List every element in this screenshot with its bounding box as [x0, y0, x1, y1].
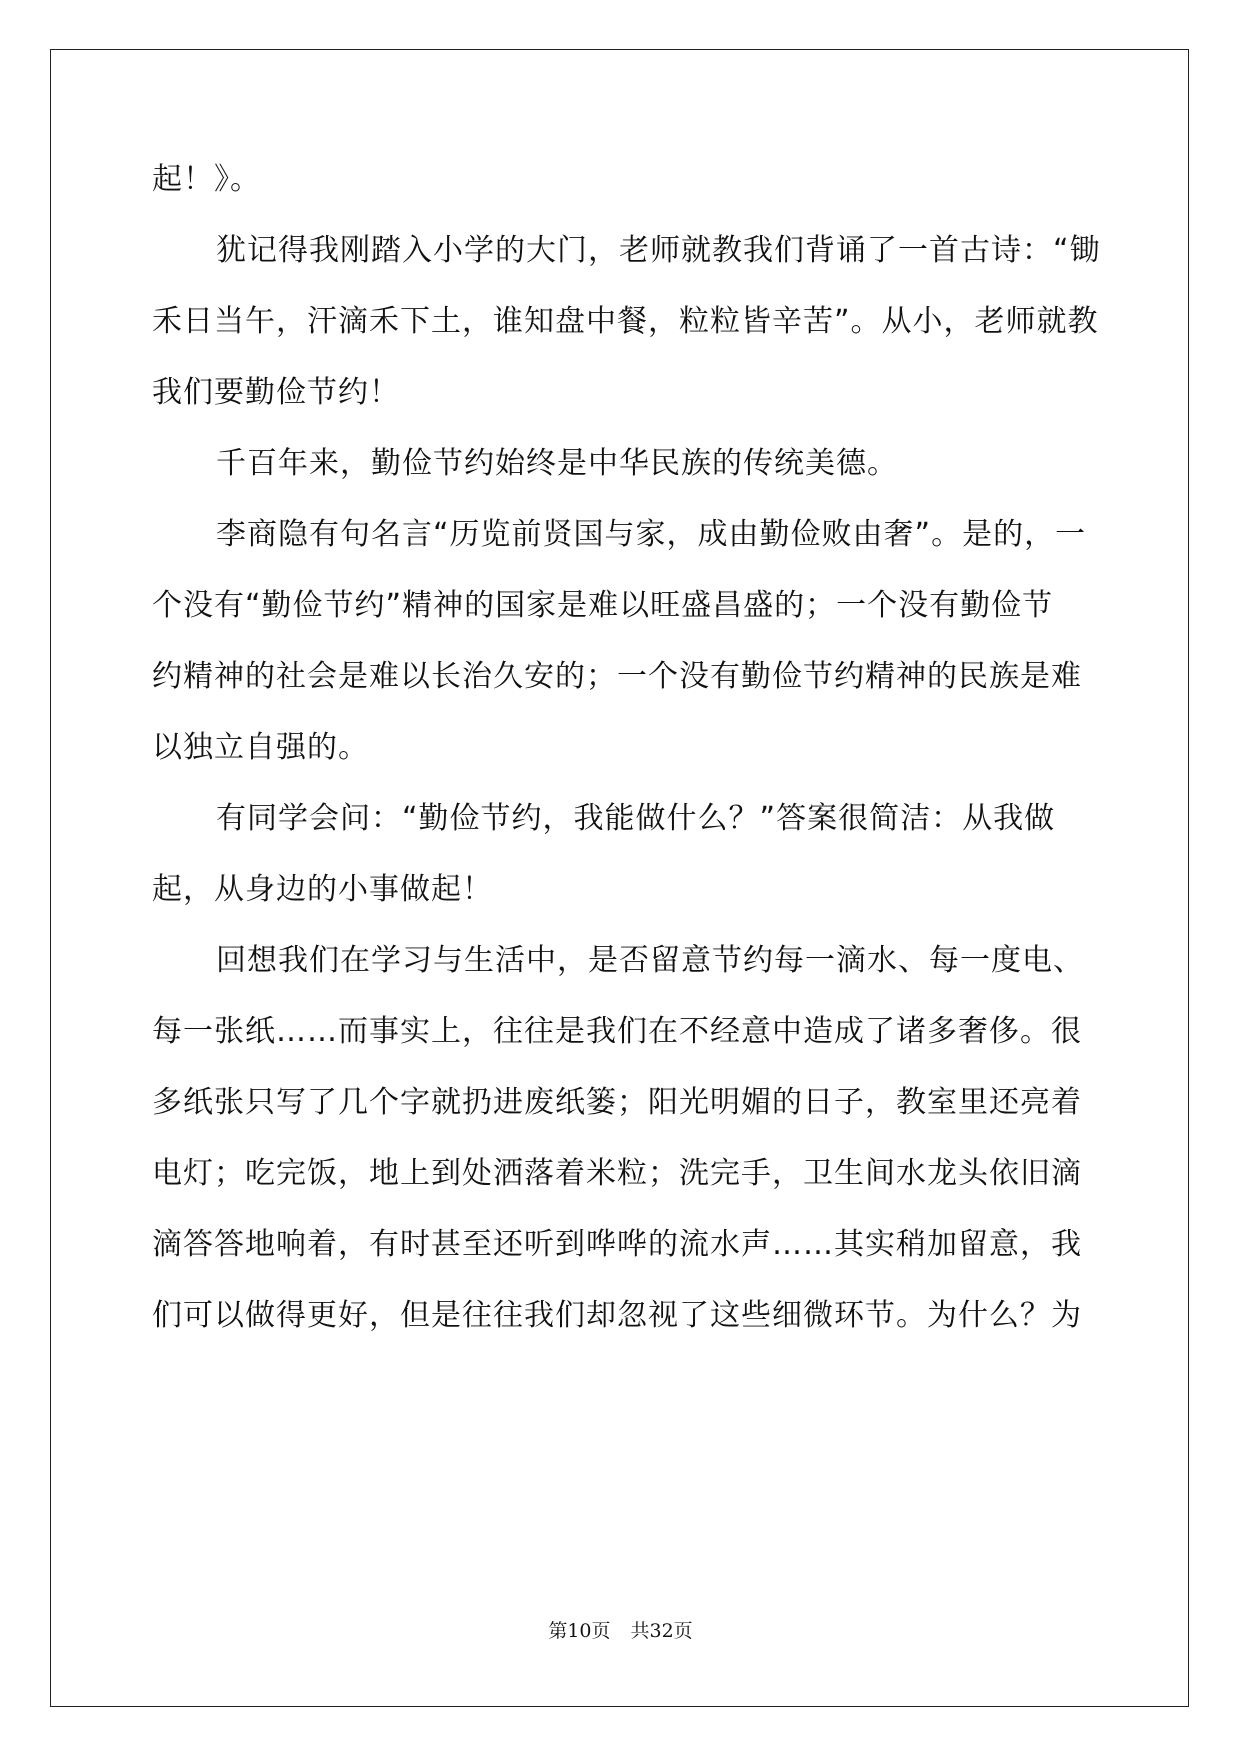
page-number-total: 共32页	[630, 1620, 693, 1642]
text-line: 多纸张只写了几个字就扔进废纸篓；阳光明媚的日子，教室里还亮着	[152, 1085, 1082, 1120]
paragraph-start-line: 犹记得我刚踏入小学的大门，老师就教我们背诵了一首古诗：“锄	[216, 233, 1101, 268]
paragraph-start-line: 李商隐有句名言“历览前贤国与家，成由勤俭败由奢”。是的，一	[216, 517, 1087, 552]
text-line: 我们要勤俭节约！	[152, 375, 400, 410]
page-number-current: 第10页	[548, 1620, 611, 1642]
text-line: 电灯；吃完饭，地上到处洒落着米粒；洗完手，卫生间水龙头依旧滴	[152, 1156, 1082, 1191]
text-line: 个没有“勤俭节约”精神的国家是难以旺盛昌盛的；一个没有勤俭节	[152, 588, 1054, 623]
paragraph-start-line: 有同学会问：“勤俭节约，我能做什么？”答案很简洁：从我做	[216, 801, 1056, 836]
text-line: 约精神的社会是难以长治久安的；一个没有勤俭节约精神的民族是难	[152, 659, 1082, 694]
paragraph-start-line: 回想我们在学习与生活中，是否留意节约每一滴水、每一度电、	[216, 943, 1084, 978]
text-line: 们可以做得更好，但是往往我们却忽视了这些细微环节。为什么？为	[152, 1298, 1082, 1333]
text-line: 滴答答地响着，有时甚至还听到哗哗的流水声……其实稍加留意，我	[152, 1227, 1082, 1262]
text-line: 每一张纸……而事实上，往往是我们在不经意中造成了诸多奢侈。很	[152, 1014, 1082, 1049]
page-footer	[0, 1616, 1241, 1643]
text-line: 以独立自强的。	[152, 730, 369, 765]
text-line: 起！》。	[152, 162, 261, 197]
text-line: 起，从身边的小事做起！	[152, 872, 493, 907]
text-line: 禾日当午，汗滴禾下土，谁知盘中餐，粒粒皆辛苦”。从小，老师就教	[152, 304, 1099, 339]
paragraph-start-line: 千百年来，勤俭节约始终是中华民族的传统美德。	[216, 446, 898, 481]
